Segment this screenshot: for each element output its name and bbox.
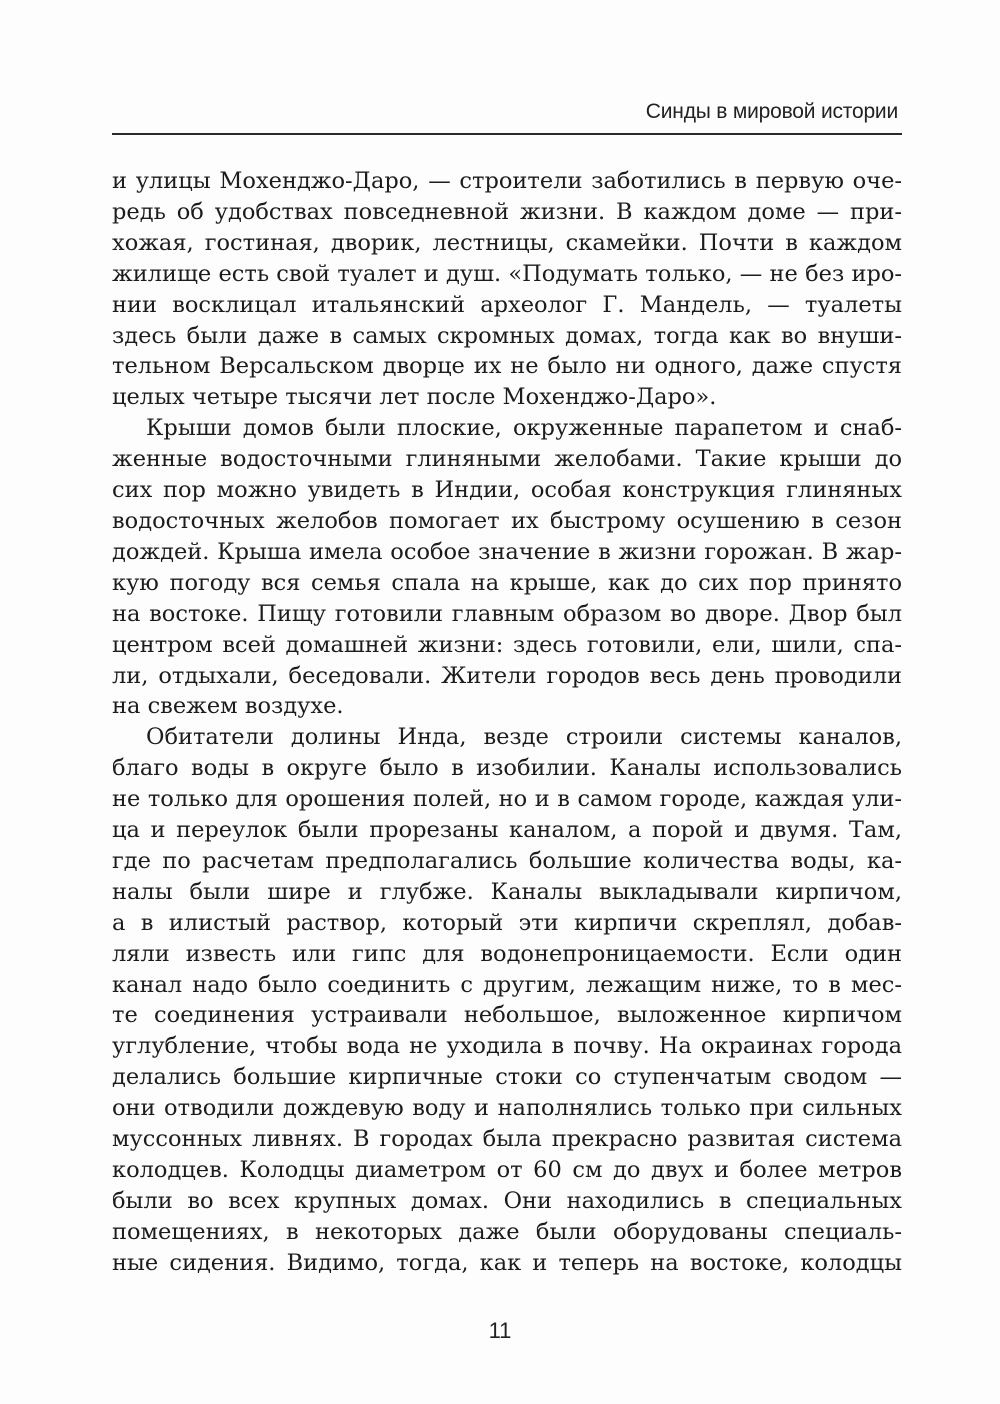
text-line: ца и переулок были прорезаны каналом, а порой и двумя. Там,	[112, 817, 902, 844]
text-line: центром всей домашней жизни: здесь готовили, ели, шили, спа-	[112, 631, 902, 658]
paragraph	[112, 722, 902, 1278]
text-line: не только для орошения полей, но и в самом городе, каждая ули-	[112, 786, 902, 813]
text-line: где по расчетам предполагались большие количества воды, ка-	[112, 847, 902, 874]
page-number: 11	[488, 1318, 512, 1343]
text-line: здесь были даже в самых скромных домах, тогда как во внуши-	[112, 322, 902, 349]
paragraph	[112, 413, 902, 722]
text-line: редь об удобствах повседневной жизни. В каждом доме — при-	[112, 198, 902, 225]
text-line: на востоке. Пищу готовили главным образом во дворе. Двор был	[112, 600, 902, 627]
text-line: ляли известь или гипс для водонепроницаемости. Если один	[112, 940, 902, 967]
text-line: дождей. Крыша имела особое значение в жизни горожан. В жар-	[112, 538, 902, 565]
text-line: жилище есть свой туалет и душ. «Подумать только, — не без иро-	[112, 260, 902, 287]
text-line: водосточных желобов помогает их быстрому осушению в сезон	[112, 507, 902, 534]
text-line: на свежем воздухе.	[112, 693, 344, 720]
text-line: сих пор можно увидеть в Индии, особая конструкция глиняных	[112, 477, 902, 504]
text-line: помещениях, в некоторых даже были оборудованы специаль-	[112, 1218, 902, 1245]
text-line: Крыши домов были плоские, окруженные парапетом и снаб-	[146, 415, 902, 442]
text-line: были во всех крупных домах. Они находились в специальных	[112, 1187, 902, 1214]
running-title: Синды в мировой истории	[645, 100, 898, 123]
text-line: хожая, гостиная, дворик, лестницы, скамейки. Почти в каждом	[112, 229, 902, 256]
text-line: и улицы Мохенджо-Даро, — строители заботились в первую оче-	[112, 168, 902, 194]
text-line: ные сидения. Видимо, тогда, как и теперь на востоке, колодцы	[112, 1249, 902, 1276]
text-line: нии восклицал итальянский археолог Г. Мандель, — туалеты	[112, 291, 902, 318]
body-text	[112, 166, 902, 1279]
text-line: колодцев. Колодцы диаметром от 60 см до двух и более метров	[112, 1157, 902, 1183]
text-line: благо воды в округе было в изобилии. Каналы использовались	[112, 755, 902, 782]
text-line: женные водосточными глиняными желобами. Такие крыши до	[112, 446, 902, 473]
text-line: углубление, чтобы вода не уходила в почву. На окраинах города	[112, 1033, 902, 1060]
text-line: целых четыре тысячи лет после Мохенджо-Даро».	[112, 384, 717, 411]
text-line: те соединения устраивали небольшое, выложенное кирпичом	[112, 1002, 902, 1029]
text-line: налы были шире и глубже. Каналы выкладывали кирпичом,	[112, 878, 902, 905]
text-line: они отводили дождевую воду и наполнялись только при сильных	[112, 1095, 902, 1122]
header-rule	[112, 133, 902, 135]
text-line: а в илистый раствор, который эти кирпичи скреплял, добав-	[112, 909, 902, 936]
paragraph	[112, 166, 902, 413]
text-line: кую погоду вся семья спала на крыше, как до сих пор принято	[112, 569, 902, 596]
text-line: муссонных ливнях. В городах была прекрасно развитая система	[112, 1126, 902, 1153]
text-line: канал надо было соединить с другим, лежащим ниже, то в мес-	[112, 971, 902, 998]
text-line: тельном Версальском дворце их не было ни одного, даже спустя	[112, 353, 902, 380]
text-line: Обитатели долины Инда, везде строили системы каналов,	[146, 724, 902, 751]
text-line: делались большие кирпичные стоки со ступенчатым сводом —	[112, 1064, 902, 1091]
text-line: ли, отдыхали, беседовали. Жители городов весь день проводили	[112, 662, 902, 689]
